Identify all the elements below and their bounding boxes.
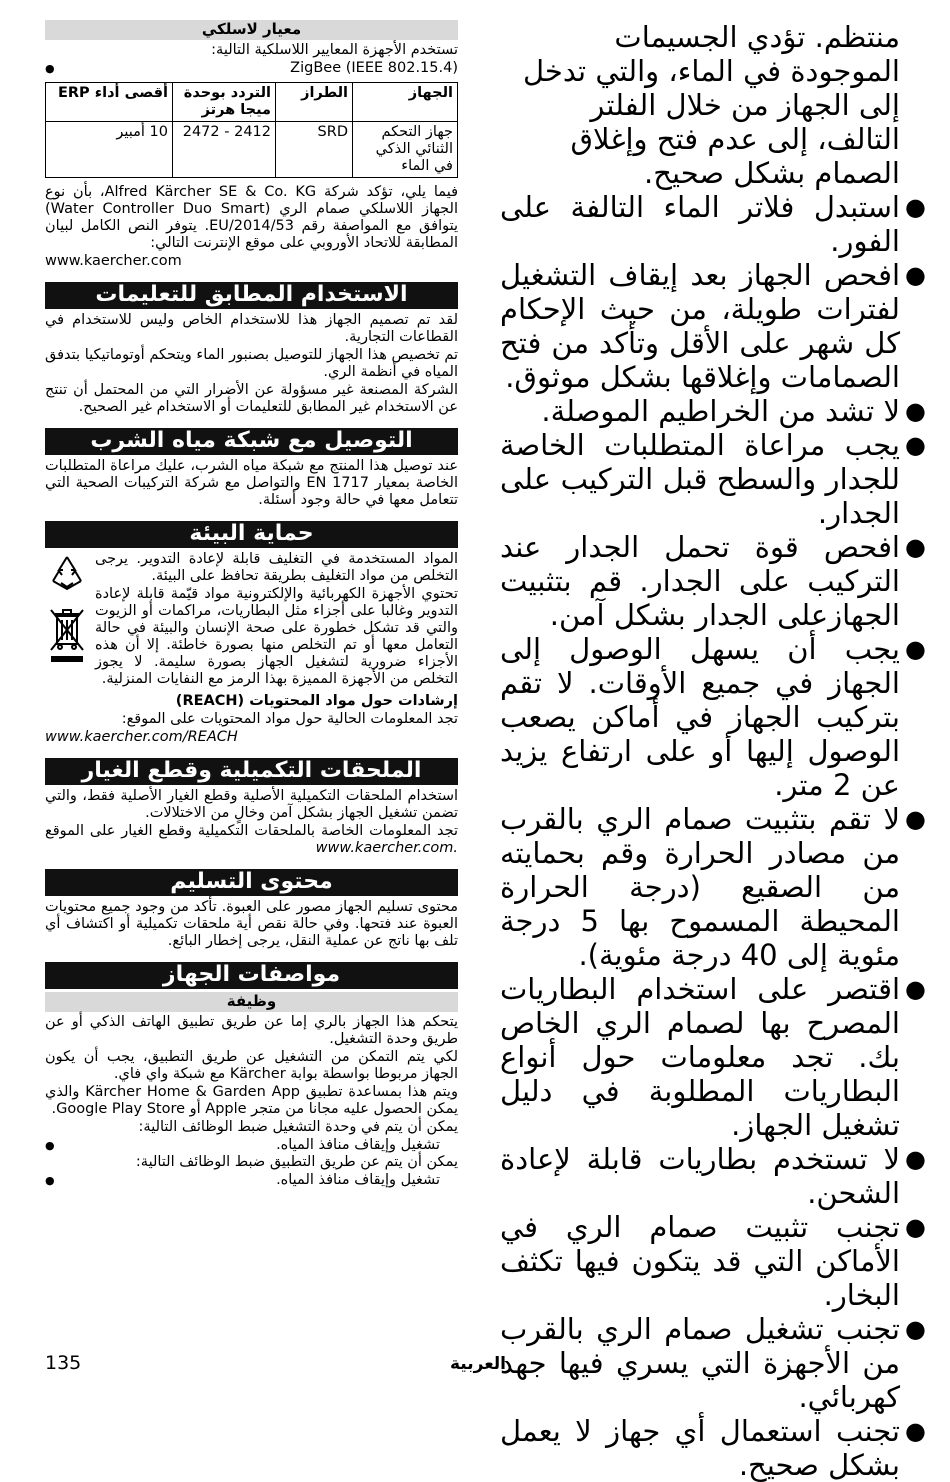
environment-p2: تحتوي الأجهزة الكهربائية والإلكترونية مواد قيّمة قابلة لإعادة التدوير وغالبا على أجزاء مثل البطاريات، مراكمات أو الزيوت والتي قد تشكل خطورة على صحة الإنسان والبيئة في حالة التعامل معها أو تم التخلص منها بصورة خاطئة. إلا أن هذه الأجزاء ضرورية لتشغيل الجهاز بصورة سليمة. لا يجوز التخلص من الأجهزة المميزة بهذا الرمز مع النفايات المنزلية.: [95, 586, 458, 687]
bullet-icon: ●: [905, 635, 926, 663]
table-cell: SRD: [276, 122, 353, 178]
safety-list-text: استبدل فلاتر الماء التالفة على الفور.: [500, 190, 900, 258]
safety-list-item: [500, 394, 926, 428]
safety-list-text: افحص الجهاز بعد إيقاف التشغيل لفترات طويلة، من حيث الإحكام كل شهر على الأقل وتأكد من فتح الصمامات وإغلاقها بشكل موثوق.: [500, 258, 900, 394]
device-p5: يمكن أن يتم عن طريق التطبيق ضبط الوظائف التالية:: [135, 1154, 458, 1170]
device-bullet-1: [45, 1137, 458, 1154]
safety-list-item: [500, 530, 926, 632]
safety-list-item: [500, 428, 926, 530]
reach-url[interactable]: [45, 729, 458, 746]
wireless-spec-table: [45, 82, 458, 178]
bullet-icon: ●: [905, 1213, 926, 1241]
wireless-standard-item: [45, 60, 458, 77]
accessories-p2-text: تجد المعلومات الخاصة بالملحقات التكميلية وقطع الغيار على الموقع: [45, 823, 458, 839]
safety-list-item: [500, 802, 926, 972]
safety-list: [500, 190, 926, 1482]
right-column: [500, 20, 926, 1482]
safety-list-text: لا تقم بتثبيت صمام الري بالقرب من مصادر الحرارة وقم بحمايته من الصقيع (درجة الحرارة المحيطة المسموح بها 5 درجة مئوية إلى 40 درجة مئوية).: [500, 802, 900, 972]
bullet-icon: ●: [905, 533, 926, 561]
reach-title: إرشادات حول مواد المحتويات (REACH): [175, 693, 458, 709]
safety-list-text: يجب مراعاة المتطلبات الخاصة للجدار والسطح قبل التركيب على الجدار.: [500, 428, 900, 530]
device-p4: يمكن أن يتم في وحدة التشغيل ضبط الوظائف التالية:: [138, 1119, 458, 1135]
safety-list-text: اقتصر على استخدام البطاريات المصرح بها لصمام الري الخاص بك. تجد معلومات حول أنواع البطاريات المطلوبة في دليل تشغيل الجهاز.: [500, 972, 900, 1142]
bullet-icon: ●: [905, 805, 926, 833]
water-connection-header: التوصيل مع شبكة مياه الشرب: [45, 428, 458, 455]
table-header-cell: أقصى أداء ERP: [46, 83, 173, 122]
table-row: [46, 122, 458, 178]
device-p3: ويتم هذا بمساعدة تطبيق Kärcher Home & Garden App والذي يمكن الحصول عليه مجانا من متجر Apple أو Google Play Store.: [45, 1084, 458, 1117]
accessories-p2: [45, 823, 458, 857]
wireless-intro: تستخدم الأجهزة المعايير اللاسلكية التالية:: [211, 42, 458, 58]
safety-list-text: تجنب استعمال أي جهاز لا يعمل بشكل صحيح.: [500, 1414, 900, 1482]
intended-use-p1: لقد تم تصميم الجهاز هذا للاستخدام الخاص وليس للاستخدام في القطاعات التجارية.: [45, 312, 458, 345]
url-link[interactable]: www.kaercher.com/REACH: [45, 729, 238, 745]
safety-list-item: [500, 972, 926, 1142]
bullet-text: تشغيل وإيقاف منافذ المياه.: [276, 1137, 440, 1153]
safety-list-text: لا تستخدم بطاريات قابلة لإعادة الشحن.: [500, 1142, 900, 1210]
url-link[interactable]: www.kaercher.com: [45, 253, 182, 269]
delivery-p1: محتوى تسليم الجهاز مصور على العبوة. تأكد من وجود جميع محتويات العبوة عند فتحها. وفي حالة نقص أية ملحقات تكميلية أو اكتشاف أي تلف بها ناتج عن عملية النقل، يرجى إخطار البائع.: [45, 899, 458, 949]
crossed-bin-icon: [47, 604, 87, 671]
bullet-icon: ●: [905, 1417, 926, 1445]
intended-use-p3: الشركة المصنعة غير مسؤولة عن الأضرار التي من المحتمل أن تنتج عن الاستخدام غير المطابق للتعليمات أو الاستخدام غير الصحيح.: [45, 382, 458, 415]
bullet-icon: ●: [905, 1315, 926, 1343]
environment-icons: [45, 551, 89, 689]
table-header-cell: الطراز: [276, 83, 353, 122]
delivery-header: محتوى التسليم: [45, 869, 458, 896]
accessories-p1: استخدام الملحقات التكميلية الأصلية وقطع الغيار الأصلية فقط، والتي تضمن تشغيل الجهاز بشكل آمن وخالٍ من الاختلالات.: [45, 788, 458, 821]
safety-list-item: [500, 632, 926, 802]
safety-list-text: لا تشد من الخراطيم الموصلة.: [541, 394, 900, 428]
safety-list-text: تجنب تشغيل صمام الري بالقرب من الأجهزة التي يسري فيها جهد كهربائي.: [500, 1312, 900, 1414]
bullet-icon: ●: [905, 1145, 926, 1173]
wireless-declaration: فيما يلي، تؤكد شركة Alfred Kärcher SE & Co. KG، بأن نوع الجهاز اللاسلكي صمام الري (Water Controller Duo Smart) يتوافق مع المواصفة رقم EU/2014/53. يتوفر النص الكامل لبيان المطابقة للاتحاد الأوروبي على موقع الإنترنت التالي:: [45, 184, 459, 251]
intended-use-header: الاستخدام المطابق للتعليمات: [45, 282, 458, 309]
table-header-row: [46, 83, 458, 122]
table-header-cell: الجهاز: [353, 83, 458, 122]
bullet-icon: ●: [905, 261, 926, 289]
table-header-cell: التردد بوحدة ميجا هرتز: [173, 83, 276, 122]
wireless-standard: ZigBee (IEEE 802.15.4): [290, 60, 458, 76]
wireless-url[interactable]: [45, 253, 458, 270]
table-cell: 2412 - 2472: [173, 122, 276, 178]
table-cell: 10 أمبير: [46, 122, 173, 178]
left-column: [45, 20, 458, 1189]
safety-list-item: [500, 1210, 926, 1312]
environment-header: حماية البيئة: [45, 521, 458, 548]
bullet-icon: ●: [905, 975, 926, 1003]
recycle-icon: [47, 553, 87, 598]
device-header: مواصفات الجهاز: [45, 962, 458, 989]
bullet-icon: ●: [905, 431, 926, 459]
accessories-url[interactable]: www.kaercher.com.: [315, 840, 458, 856]
wireless-header: معيار لاسلكي: [45, 20, 458, 40]
device-bullet-2: [45, 1172, 458, 1189]
bullet-icon: ●: [905, 397, 926, 425]
device-p1: يتحكم هذا الجهاز بالري إما عن طريق تطبيق الهاتف الذكي أو عن طريق وحدة التشغيل.: [45, 1014, 458, 1047]
accessories-header: الملحقات التكميلية وقطع الغيار: [45, 758, 458, 785]
safety-list-text: افحص قوة تحمل الجدار عند التركيب على الجدار. قم بتثبيت الجهازعلى الجدار بشكل آمن.: [500, 530, 900, 632]
device-p2: لكي يتم التمكن من التشغيل عن طريق التطبيق، يجب أن يكون الجهاز مربوطا بواسطة بوابة Kärcher مع شبكة واي فاي.: [45, 1049, 458, 1082]
intended-use-p2: تم تخصيص هذا الجهاز للتوصيل بصنبور الماء ويتحكم أوتوماتيكيا بتدفق المياه في أنظمة الري.: [45, 347, 458, 380]
environment-block: [45, 551, 458, 689]
water-connection-p1: عند توصيل هذا المنتج مع شبكة مياه الشرب، عليك مراعاة المتطلبات الخاصة بمعيار EN 1717 والتواصل مع شركة التركيبات الصحية التي تتعامل معها في حالة وجود أسئلة.: [45, 458, 458, 508]
safety-list-item: [500, 1142, 926, 1210]
environment-p1: المواد المستخدمة في التغليف قابلة لإعادة التدوير. يرجى التخلص من مواد التغليف بطريقة تحافظ على البيئة.: [95, 551, 458, 584]
safety-list-item: [500, 190, 926, 258]
safety-list-text: يجب أن يسهل الوصول إلى الجهاز في جميع الأوقات. لا تقم بتركيب الجهاز في أماكن يصعب الوصول إليها أو على ارتفاع يزيد عن 2 متر.: [500, 632, 900, 802]
safety-list-text: تجنب تثبيت صمام الري في الأماكن التي قد يتكون فيها تكثف البخار.: [500, 1210, 900, 1312]
continuation-text: منتظم. تؤدي الجسيمات الموجودة في الماء، والتي تدخل إلى الجهاز من خلال الفلتر التالف، إلى عدم فتح وإغلاق الصمام بشكل صحيح.: [522, 20, 900, 190]
device-subheader: وظيفة: [45, 992, 458, 1012]
bullet-text: تشغيل وإيقاف منافذ المياه.: [276, 1172, 440, 1188]
safety-list-item: [500, 1414, 926, 1482]
bullet-icon: ●: [905, 193, 926, 221]
environment-text: [95, 551, 458, 689]
page-footer: [0, 1352, 950, 1382]
page-number: 135: [45, 1352, 82, 1374]
table-cell: جهاز التحكم الثنائي الذكي في الماء: [353, 122, 458, 178]
reach-text: تجد المعلومات الحالية حول مواد المحتويات على الموقع:: [121, 711, 458, 727]
language-label: العربية: [450, 1354, 507, 1374]
safety-list-item: [500, 258, 926, 394]
